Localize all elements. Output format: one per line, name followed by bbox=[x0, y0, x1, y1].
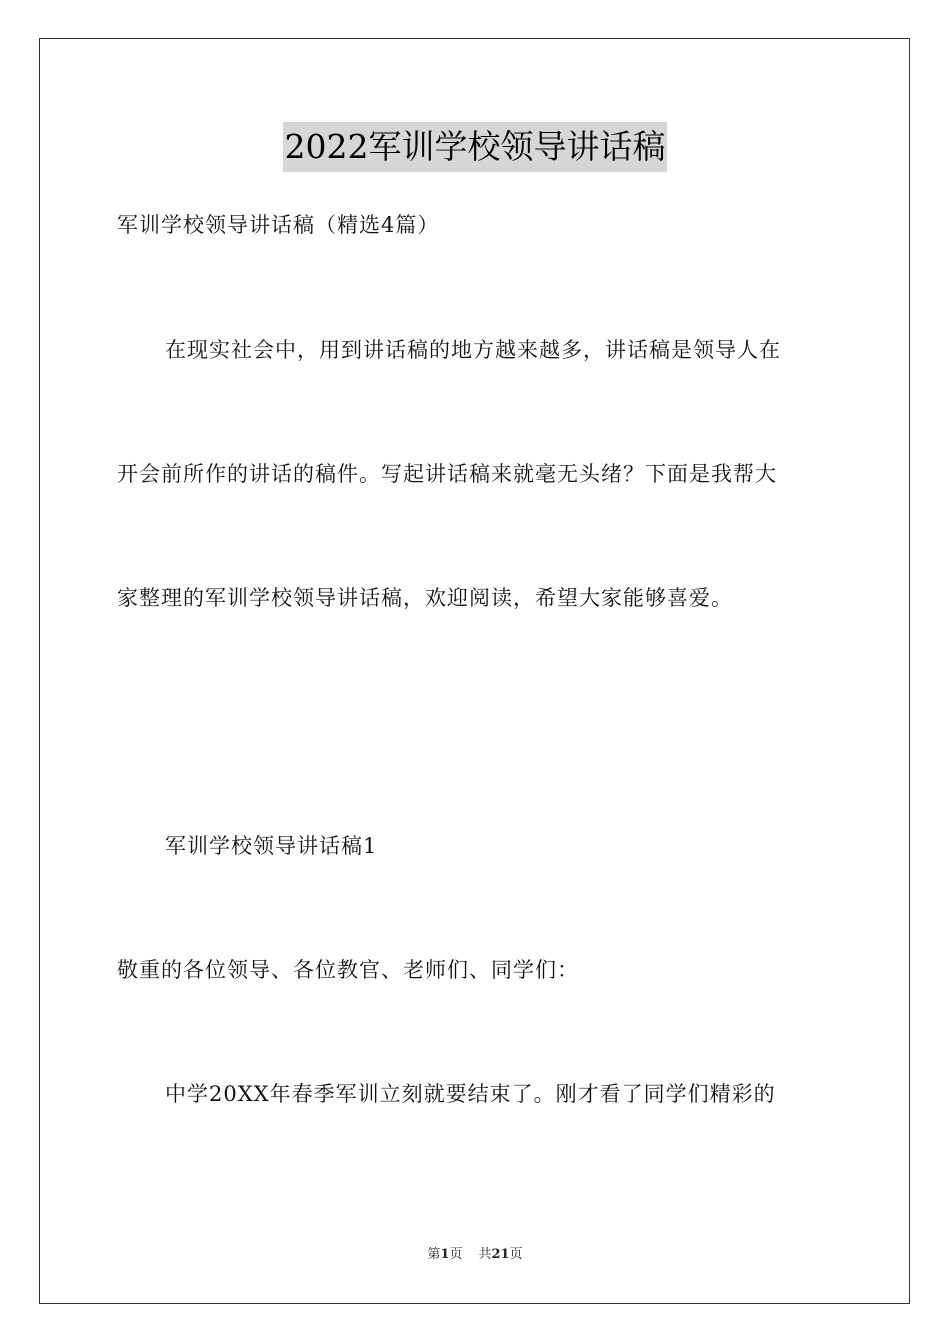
total-pages: 21 bbox=[491, 1247, 510, 1262]
paragraph-line: 在现实社会中，用到讲话稿的地方越来越多，讲话稿是领导人在 bbox=[165, 338, 781, 362]
paragraph-line: 家整理的军训学校领导讲话稿，欢迎阅读，希望大家能够喜爱。 bbox=[117, 586, 733, 610]
salutation-line: 敬重的各位领导、各位教官、老师们、同学们： bbox=[117, 958, 579, 982]
paragraph-line: 中学20XX年春季军训立刻就要结束了。刚才看了同学们精彩的 bbox=[165, 1082, 776, 1106]
page-suffix: 页 bbox=[449, 1247, 463, 1262]
section-heading: 军训学校领导讲话稿1 bbox=[165, 834, 378, 858]
document-title: 2022军训学校领导讲话稿 bbox=[283, 122, 668, 172]
paragraph-line: 开会前所作的讲话的稿件。写起讲话稿来就毫无头绪？下面是我帮大 bbox=[117, 462, 777, 486]
page-footer bbox=[0, 1245, 950, 1265]
page-prefix: 第 bbox=[427, 1247, 441, 1262]
document-subtitle: 军训学校领导讲话稿（精选4篇） bbox=[117, 213, 440, 237]
title-container bbox=[0, 122, 950, 172]
total-prefix: 共 bbox=[478, 1247, 492, 1262]
page-number: 1 bbox=[440, 1247, 450, 1262]
total-suffix: 页 bbox=[509, 1247, 523, 1262]
